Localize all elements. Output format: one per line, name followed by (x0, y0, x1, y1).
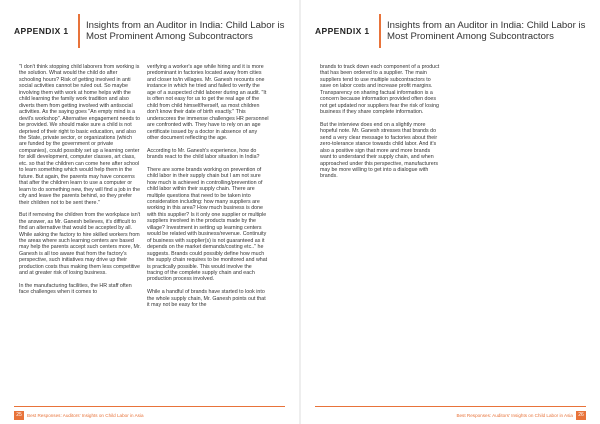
paragraph: verifying a worker's age while hiring and it is more predominant in factories located away from cities and closer to/in villages. Mr. Ganesh recounts one instance in which he tried and failed to verify the age of a suspected child laborer during an audit. "It is often not easy for us to get the real age of the child from child himself/herself, as most children don't know their date of birth exactly." This underscores the immense challenges HR personnel are confronted with. They have to rely on an age certificate issued by a doctor in absence of any other document reflecting the age. (147, 64, 269, 141)
page-header (315, 14, 586, 48)
appendix-label: APPENDIX 1 (14, 26, 69, 36)
paragraph: While a handful of brands have started to look into the whole supply chain, Mr. Ganesh points out that it may not be easy for the (147, 289, 266, 308)
paragraph: According to Mr. Ganesh's experience, how do brands react to the child labor situation in India? (147, 147, 260, 161)
appendix-label: APPENDIX 1 (315, 26, 370, 36)
left-page (0, 0, 299, 424)
page-number: 25 (14, 411, 24, 420)
right-page (301, 0, 600, 424)
text-column-2 (147, 64, 269, 315)
header-title: Insights from an Auditor in India: Child Labor is Most Prominent Among Subcontractors (379, 14, 586, 48)
paragraph: But the interview does end on a slightly more hopeful note. Mr. Ganesh stresses that brands do send a very clear message to factories about their zero-tolerance stance towards child labor. And it's also a positive sign that more and more brands want to understand their supply chain, and when approached under this perspective, manufacturers may be more willing to get into a dialogue with brands. (320, 121, 439, 180)
footer-rule (315, 406, 586, 407)
footer-title: Best Responses: Auditors' Insights on Child Labor in Asia (27, 413, 144, 418)
page-number: 26 (576, 411, 586, 420)
page-header (14, 14, 285, 48)
page-footer (0, 406, 299, 424)
paragraph: brands to track down each component of a product that has been ordered to a supplier. The main suppliers tend to use multiple subcontractors to save on labor costs and increase profit margins. Transparency on sharing factual information is a concern because information provided often does not get updated nor suppliers fear the risk of losing business if they share complete information. (320, 64, 440, 116)
text-column-1 (19, 64, 141, 302)
text-column-1 (320, 64, 442, 186)
paragraph: There are some brands working on prevention of child labor in their supply chain but I am not sure how much is achieved in controlling/prevention of child labor within their supply chain. There are multiple questions that need to be taken into consideration including: how many suppliers are working in this area? How much business is done with this supplier? Is it only one supplier or multiple suppliers involved in the products made by the village? Investment in setting up learning centers would be related with business/revenue. Continuity of business with supplier(s) is not guaranteed as it depends on the market demands/costing etc.." he suggests. Brands could possibly define how much the supply chain requires to be monitored and what is practically possible. This would involve the tracing of the complete supply chain and each production process involved. (147, 166, 268, 283)
header-title: Insights from an Auditor in India: Child Labor is Most Prominent Among Subcontractors (78, 14, 285, 48)
page-footer (301, 406, 600, 424)
footer-title: Best Responses: Auditors' Insights on Child Labor in Asia (456, 413, 573, 418)
paragraph: But if removing the children from the workplace isn't the answer, as Mr. Ganesh believes, it's difficult to find an alternative that would be accepted by all. While asking the factory to hire skilled workers from the areas where such learning centers are based may help the parents accept such centers more, Mr. Ganesh is all too aware that from the factory's perspective, such initiatives may drive up their production costs thus making them less competitive and at greater risk of losing business. (19, 212, 141, 277)
paragraph: In the manufacturing facilities, the HR staff often face challenges when it comes to (19, 282, 132, 296)
paragraph: "I don't think stopping child laborers from working is the solution. What would the child do after schooling hours? Risk of getting involved in anti social activities cannot be ruled out. So maybe involving them with work at home helps with the child learning the family work tradition and also diverts them from getting involved with antisocial activities. As the saying goes "An empty mind is a devil's workshop". Alternative engagement needs to be provided. We should make sure a child is not deprived of their right to basic education, and also the State, private sector, or organizations (which are funded by the government or private companies), could possibly set up a learning center for skill development, computer classes, art class, etc. so that the children can come here after school to learn something which would help them in the future. But again, the parents may have concerns that after the children learn to use a computer or learn to do something new, they will find a job in the city and leave the parents behind, so they prefer their children not to be sent there." (19, 64, 141, 206)
footer-rule (14, 406, 285, 407)
